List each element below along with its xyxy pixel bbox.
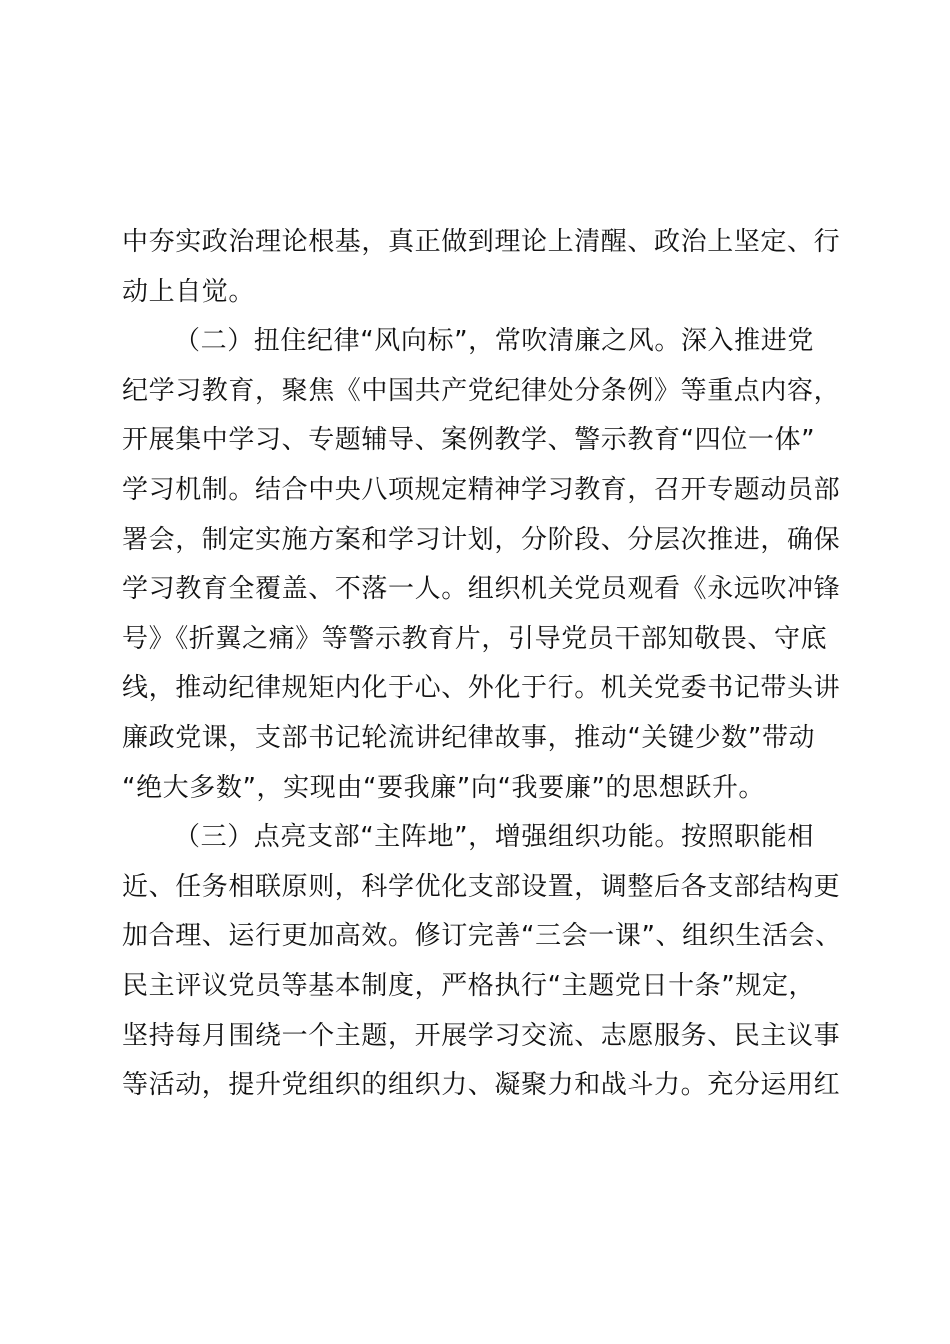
text-line: 学习机制。结合中央八项规定精神学习教育，召开专题动员部 [122,474,841,505]
section-3-heading-line: （三）点亮支部“主阵地”，增强组织功能。按照职能相 [174,822,814,853]
text-line: 署会，制定实施方案和学习计划，分阶段、分层次推进，确保 [122,524,841,555]
paragraph-continuation [122,218,841,317]
text-line: 近、任务相联原则，科学优化支部设置，调整后各支部结构更 [122,871,841,902]
text-line: 中夯实政治理论根基，真正做到理论上清醒、政治上坚定、行 [122,227,841,257]
text-line: 纪学习教育，聚焦《中国共产党纪律处分条例》等重点内容， [122,375,841,406]
text-line: 廉政党课，支部书记轮流讲纪律故事，推动“关键少数”带动 [122,722,816,753]
text-line: 民主评议党员等基本制度，严格执行“主题党日十条”规定， [122,970,816,1001]
section-2-heading-line: （二）扭住纪律“风向标”，常吹清廉之风。深入推进党 [174,326,814,357]
text-line: 学习教育全覆盖、不落一人。组织机关党员观看《永远吹冲锋 [122,574,841,605]
text-line: 等活动，提升党组织的组织力、凝聚力和战斗力。充分运用红 [122,1070,841,1101]
text-line: 号》《折翼之痛》等警示教育片，引导党员干部知敬畏、守底 [122,623,828,654]
text-line: 开展集中学习、专题辅导、案例教学、警示教育“四位一体” [122,425,816,456]
text-line: “绝大多数”，实现由“要我廉”向“我要廉”的思想跃升。 [122,772,766,803]
paragraph-section-3 [122,813,842,1111]
document-body [122,218,842,1111]
text-line: 线，推动纪律规矩内化于心、外化于行。机关党委书记带头讲 [122,673,841,704]
text-line: 加合理、运行更加高效。修订完善“三会一课”、组织生活会、 [122,921,842,952]
text-line: 动上自觉。 [122,276,256,307]
paragraph-section-2 [122,317,841,813]
text-line: 坚持每月围绕一个主题，开展学习交流、志愿服务、民主议事 [122,1020,841,1051]
